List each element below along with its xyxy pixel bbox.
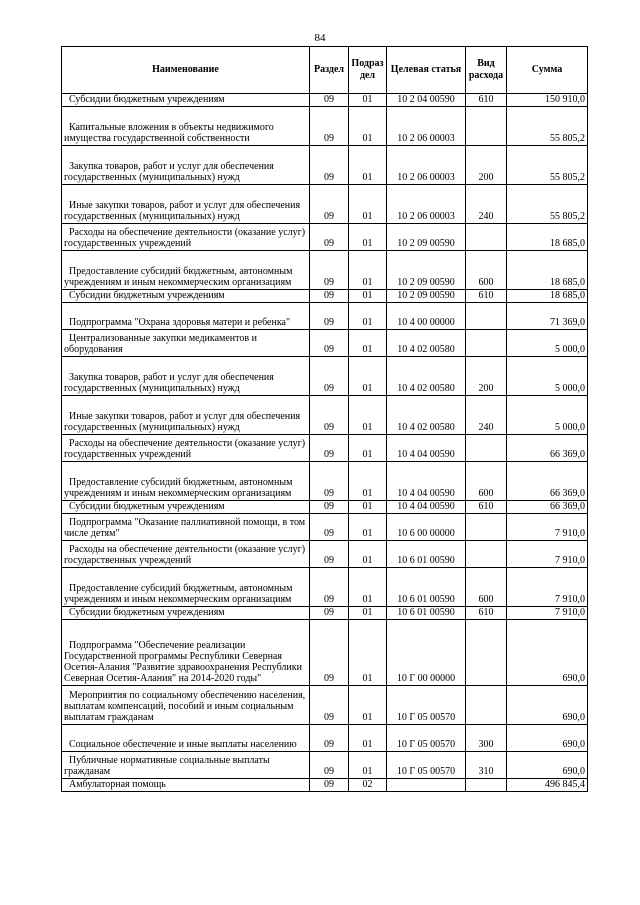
cell-amount: 690,0 [507,725,588,752]
table-row [62,185,588,224]
page-number: 84 [314,32,326,44]
cell-expense-type: 200 [466,357,507,396]
cell-section: 09 [310,185,349,224]
cell-amount: 5 000,0 [507,357,588,396]
cell-target-article: 10 6 00 00000 [387,514,466,541]
cell-name [62,251,310,290]
cell-expense-type: 600 [466,251,507,290]
row-name-text: Публичные нормативные социальные выплаты гражданам [64,755,270,777]
cell-amount: 55 805,2 [507,185,588,224]
cell-expense-type [466,107,507,146]
cell-section: 09 [310,462,349,501]
cell-subsection: 01 [349,146,387,185]
row-name-text: Капитальные вложения в объекты недвижимого имущества государственной собственности [64,122,274,144]
cell-expense-type: 600 [466,462,507,501]
cell-expense-type: 610 [466,290,507,303]
cell-name [62,514,310,541]
table-row [62,501,588,514]
cell-name [62,396,310,435]
cell-amount: 150 910,0 [507,94,588,107]
cell-subsection: 01 [349,686,387,725]
cell-name [62,779,310,792]
cell-section: 09 [310,94,349,107]
row-name-text: Закупка товаров, работ и услуг для обеспечения государственных (муниципальных) нужд [64,372,274,394]
cell-expense-type: 240 [466,185,507,224]
row-name-text: Социальное обеспечение и иные выплаты населению [69,739,297,750]
header-expense-type: Вид расхода [466,47,507,94]
cell-amount: 7 910,0 [507,514,588,541]
table-header-row [62,47,588,94]
cell-target-article: 10 6 01 00590 [387,607,466,620]
cell-amount: 18 685,0 [507,251,588,290]
cell-target-article: 10 Г 05 00570 [387,686,466,725]
cell-expense-type: 610 [466,501,507,514]
cell-expense-type [466,330,507,357]
table-row [62,514,588,541]
table-row [62,146,588,185]
cell-target-article: 10 4 04 00590 [387,435,466,462]
cell-amount: 55 805,2 [507,107,588,146]
cell-name [62,303,310,330]
cell-name [62,290,310,303]
cell-expense-type [466,303,507,330]
table-body [62,94,588,792]
row-name-text: Централизованные закупки медикаментов и оборудования [64,333,257,355]
cell-section: 09 [310,541,349,568]
cell-expense-type [466,686,507,725]
cell-section: 09 [310,752,349,779]
table-row [62,725,588,752]
cell-subsection: 01 [349,330,387,357]
table-row [62,396,588,435]
cell-amount: 690,0 [507,752,588,779]
cell-target-article: 10 4 04 00590 [387,462,466,501]
cell-subsection: 01 [349,94,387,107]
cell-section: 09 [310,357,349,396]
row-name-text: Расходы на обеспечение деятельности (оказание услуг) государственных учреждений [64,227,306,249]
cell-target-article: 10 4 02 00580 [387,330,466,357]
row-name-text: Подпрограмма "Обеспечение реализации Государственной программы Республики Северная Осетия-Алания "Развитие здравоохранения Республики Северная Осетия-Алания" на 2014-2020 годы" [64,640,302,684]
cell-subsection: 01 [349,290,387,303]
cell-section: 09 [310,435,349,462]
cell-section: 09 [310,725,349,752]
row-name-text: Субсидии бюджетным учреждениям [69,290,225,301]
table-row [62,462,588,501]
cell-name [62,686,310,725]
cell-target-article: 10 4 04 00590 [387,501,466,514]
cell-amount: 5 000,0 [507,330,588,357]
table-row [62,357,588,396]
cell-amount: 55 805,2 [507,146,588,185]
cell-subsection: 01 [349,607,387,620]
cell-target-article: 10 4 00 00000 [387,303,466,330]
cell-expense-type: 310 [466,752,507,779]
cell-name [62,357,310,396]
cell-amount: 7 910,0 [507,568,588,607]
cell-section: 09 [310,107,349,146]
cell-target-article: 10 2 04 00590 [387,94,466,107]
cell-amount: 18 685,0 [507,290,588,303]
cell-name [62,330,310,357]
row-name-text: Субсидии бюджетным учреждениям [69,501,225,512]
cell-section: 09 [310,290,349,303]
cell-name [62,94,310,107]
cell-amount: 7 910,0 [507,607,588,620]
cell-subsection: 01 [349,396,387,435]
header-section: Раздел [310,47,349,94]
cell-subsection: 01 [349,501,387,514]
cell-section: 09 [310,620,349,686]
cell-target-article: 10 4 02 00580 [387,357,466,396]
cell-section: 09 [310,686,349,725]
cell-amount: 66 369,0 [507,462,588,501]
cell-subsection: 01 [349,251,387,290]
cell-subsection: 01 [349,435,387,462]
cell-name [62,725,310,752]
cell-subsection: 01 [349,357,387,396]
cell-section: 09 [310,251,349,290]
cell-expense-type: 610 [466,607,507,620]
cell-expense-type: 610 [466,94,507,107]
row-name-text: Предоставление субсидий бюджетным, автономным учреждениям и иным некоммерческим организациям [64,477,293,499]
header-subsection: Подраз дел [349,47,387,94]
cell-expense-type: 200 [466,146,507,185]
cell-name [62,435,310,462]
cell-target-article: 10 6 01 00590 [387,541,466,568]
cell-subsection: 01 [349,107,387,146]
table-row [62,607,588,620]
row-name-text: Предоставление субсидий бюджетным, автономным учреждениям и иным некоммерческим организациям [64,583,293,605]
table-row [62,541,588,568]
row-name-text: Мероприятия по социальному обеспечению населения, выплатам компенсаций, пособий и иным социальным выплатам гражданам [64,690,306,723]
cell-name [62,620,310,686]
row-name-text: Расходы на обеспечение деятельности (оказание услуг) государственных учреждений [64,544,306,566]
cell-target-article: 10 2 09 00590 [387,224,466,251]
cell-section: 09 [310,501,349,514]
cell-section: 09 [310,514,349,541]
cell-subsection: 01 [349,514,387,541]
cell-amount: 690,0 [507,686,588,725]
row-name-text: Закупка товаров, работ и услуг для обеспечения государственных (муниципальных) нужд [64,161,274,183]
cell-target-article: 10 2 09 00590 [387,251,466,290]
cell-target-article: 10 Г 00 00000 [387,620,466,686]
row-name-text: Подпрограмма "Охрана здоровья матери и ребенка" [69,317,291,328]
cell-name [62,501,310,514]
cell-subsection: 01 [349,185,387,224]
table-row [62,779,588,792]
table-row [62,224,588,251]
cell-expense-type [466,620,507,686]
table-row [62,290,588,303]
row-name-text: Субсидии бюджетным учреждениям [69,607,225,618]
cell-amount: 690,0 [507,620,588,686]
cell-amount: 66 369,0 [507,501,588,514]
cell-subsection: 01 [349,462,387,501]
row-name-text: Иные закупки товаров, работ и услуг для обеспечения государственных (муниципальных) нужд [64,200,301,222]
cell-subsection: 01 [349,303,387,330]
cell-amount: 18 685,0 [507,224,588,251]
cell-name [62,752,310,779]
cell-section: 09 [310,607,349,620]
row-name-text: Иные закупки товаров, работ и услуг для обеспечения государственных (муниципальных) нужд [64,411,301,433]
cell-subsection: 01 [349,620,387,686]
header-amount: Сумма [507,47,588,94]
cell-name [62,607,310,620]
row-name-text: Амбулаторная помощь [69,779,166,790]
row-name-text: Расходы на обеспечение деятельности (оказание услуг) государственных учреждений [64,438,306,460]
cell-subsection: 01 [349,568,387,607]
table-row [62,107,588,146]
cell-section: 09 [310,303,349,330]
cell-section: 09 [310,779,349,792]
row-name-text: Предоставление субсидий бюджетным, автономным учреждениям и иным некоммерческим организациям [64,266,293,288]
cell-target-article [387,779,466,792]
table-row [62,303,588,330]
cell-target-article: 10 2 06 00003 [387,107,466,146]
table-row [62,251,588,290]
cell-expense-type: 240 [466,396,507,435]
cell-section: 09 [310,568,349,607]
table-row [62,620,588,686]
cell-target-article: 10 Г 05 00570 [387,752,466,779]
cell-section: 09 [310,396,349,435]
cell-expense-type [466,435,507,462]
cell-target-article: 10 6 01 00590 [387,568,466,607]
cell-name [62,107,310,146]
cell-subsection: 01 [349,725,387,752]
cell-amount: 7 910,0 [507,541,588,568]
cell-expense-type [466,541,507,568]
cell-name [62,224,310,251]
cell-target-article: 10 2 06 00003 [387,146,466,185]
table-row [62,330,588,357]
cell-amount: 5 000,0 [507,396,588,435]
cell-name [62,462,310,501]
table-row [62,94,588,107]
cell-section: 09 [310,146,349,185]
cell-amount: 66 369,0 [507,435,588,462]
cell-section: 09 [310,330,349,357]
cell-expense-type [466,779,507,792]
header-target-article: Целевая статья [387,47,466,94]
cell-subsection: 02 [349,779,387,792]
cell-subsection: 01 [349,224,387,251]
cell-section: 09 [310,224,349,251]
table-row [62,568,588,607]
cell-name [62,568,310,607]
cell-name [62,185,310,224]
cell-name [62,146,310,185]
cell-amount: 496 845,4 [507,779,588,792]
cell-amount: 71 369,0 [507,303,588,330]
cell-expense-type [466,224,507,251]
cell-expense-type [466,514,507,541]
cell-expense-type: 300 [466,725,507,752]
cell-target-article: 10 2 06 00003 [387,185,466,224]
row-name-text: Субсидии бюджетным учреждениям [69,94,225,105]
cell-subsection: 01 [349,541,387,568]
cell-subsection: 01 [349,752,387,779]
row-name-text: Подпрограмма "Оказание паллиативной помощи, в том числе детям" [64,517,306,539]
table-row [62,435,588,462]
table-row [62,686,588,725]
budget-table [61,46,588,792]
cell-target-article: 10 4 02 00580 [387,396,466,435]
cell-target-article: 10 Г 05 00570 [387,725,466,752]
cell-expense-type: 600 [466,568,507,607]
cell-name [62,541,310,568]
header-name: Наименование [62,47,310,94]
cell-target-article: 10 2 09 00590 [387,290,466,303]
table-row [62,752,588,779]
